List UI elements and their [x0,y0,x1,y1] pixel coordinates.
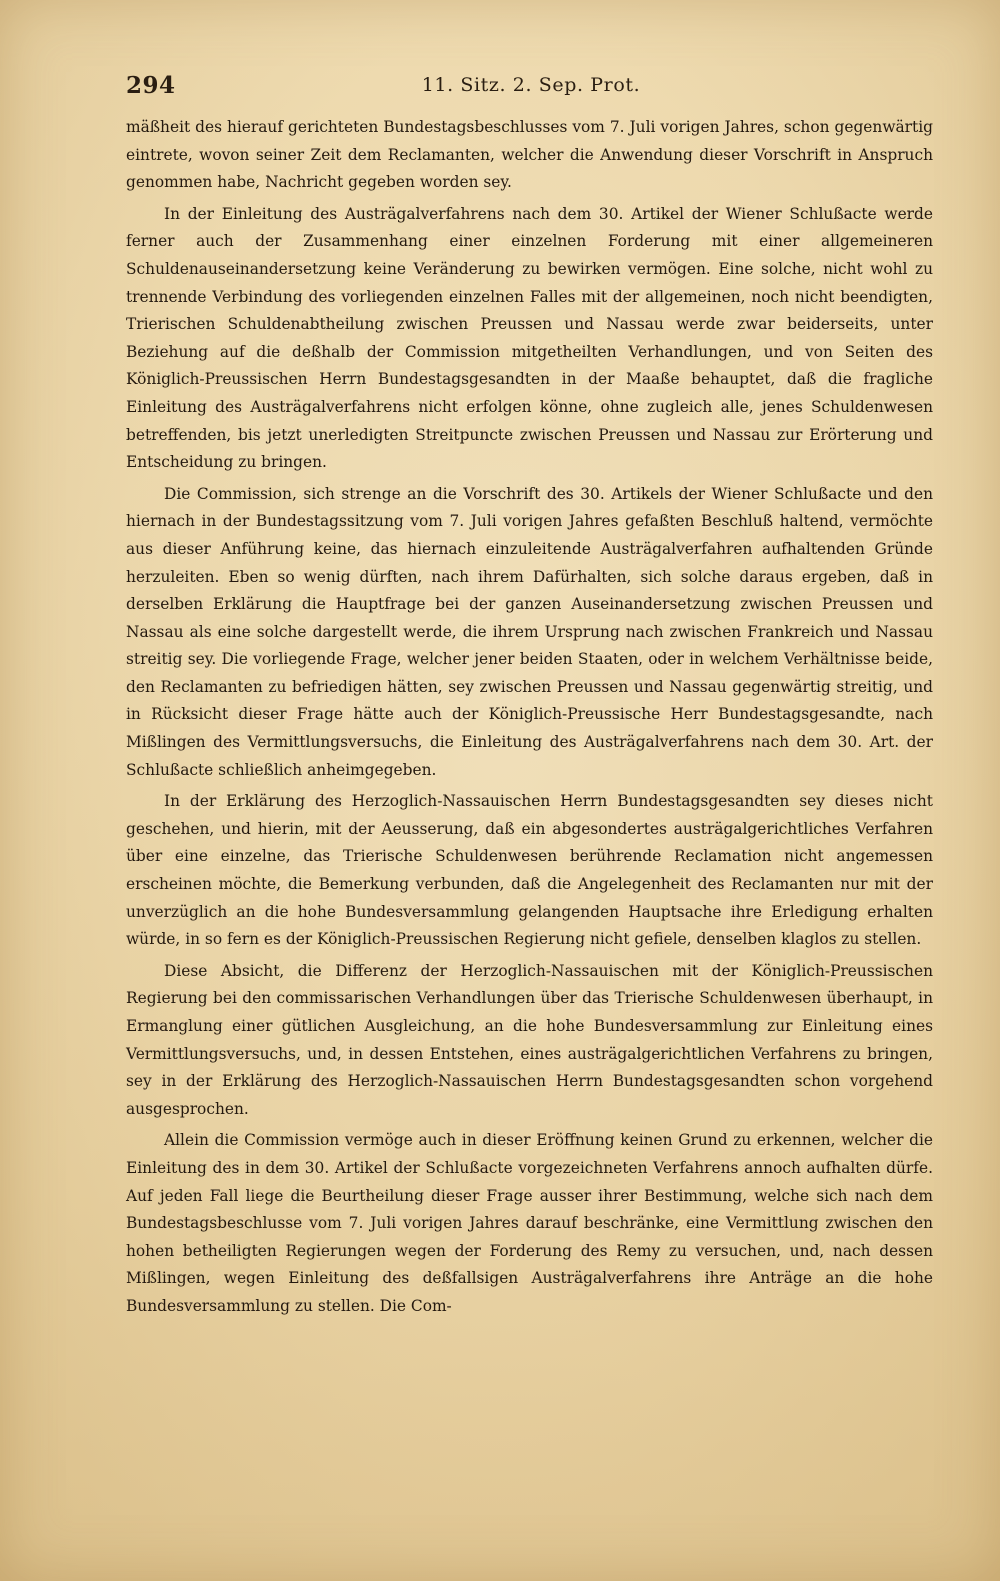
paragraph-3: Die Commission, sich strenge an die Vorschrift des 30. Artikels der Wiener Schlußacte und den hiernach in der Bundestagssitzung vom 7. Juli vorigen Jahres gefaßten Beschluß haltend, vermöchte aus dieser Anführung keine, das hiernach einzuleitende Austrägalverfahren aufhaltenden Gründe herzuleiten. Eben so wenig dürften, nach ihrem Dafürhalten, sich solche daraus ergeben, daß in derselben Erklärung die Hauptfrage bei der ganzen Auseinandersetzung zwischen Preussen und Nassau als eine solche dargestellt werde, die ihrem Ursprung nach zwischen Frankreich und Nassau streitig sey. Die vorliegende Frage, welcher jener beiden Staaten, oder in welchem Verhältnisse beide, den Reclamanten zu befriedigen hätten, sey zwischen Preussen und Nassau gegenwärtig streitig, und in Rücksicht dieser Frage hätte auch der Königlich-Preussische Herr Bundestagsgesandte, nach Mißlingen des Vermittlungsversuchs, die Einleitung des Austrägalverfahrens nach dem 30. Art. der Schlußacte schließlich anheimgegeben. [126,484,933,779]
paragraph-1: mäßheit des hierauf gerichteten Bundestagsbeschlusses vom 7. Juli vorigen Jahres, schon gegenwärtig eintrete, wovon seiner Zeit dem Reclamanten, welcher die Anwendung dieser Vorschrift in Anspruch genommen habe, Nachricht gegeben worden sey. [126,118,933,192]
body-text [126,114,933,1321]
page-header [126,72,936,104]
paragraph-5: Diese Absicht, die Differenz der Herzoglich-Nassauischen mit der Königlich-Preussischen Regierung bei den commissarischen Verhandlungen über das Trierische Schuldenwesen überhaupt, in Ermanglung einer gütlichen Ausgleichung, an die hohe Bundesversammlung zur Einleitung eines Vermittlungsversuchs, und, in dessen Entstehen, eines austrägalgerichtlichen Verfahrens zu bringen, sey in der Erklärung des Herzoglich-Nassauischen Herrn Bundestagsgesandten schon vorgehend ausgesprochen. [126,961,933,1118]
paragraph-4: In der Erklärung des Herzoglich-Nassauischen Herrn Bundestagsgesandten sey dieses nicht geschehen, und hierin, mit der Aeusserung, daß ein abgesondertes austrägalgerichtliches Verfahren über eine einzelne, das Trierische Schuldenwesen berührende Reclamation nicht angemessen erscheinen möchte, die Bemerkung verbunden, daß die Angelegenheit des Reclamanten nur mit der unverzüglich an die hohe Bundesversammlung gelangenden Hauptsache ihre Erledigung erhalten würde, in so fern es der Königlich-Preussischen Regierung nicht gefiele, denselben klaglos zu stellen. [126,792,933,949]
running-head: 11. Sitz. 2. Sep. Prot. [421,74,641,96]
page-number: 294 [126,72,176,99]
paragraph-6: Allein die Commission vermöge auch in dieser Eröffnung keinen Grund zu erkennen, welcher die Einleitung des in dem 30. Artikel der Schlußacte vorgezeichneten Verfahrens annoch aufhalten dürfe. Auf jeden Fall liege die Beurtheilung dieser Frage ausser ihrer Bestimmung, welche sich nach dem Bundestagsbeschlusse vom 7. Juli vorigen Jahres darauf beschränke, eine Vermittlung zwischen den hohen betheiligten Regierungen wegen der Forderung des Remy zu versuchen, und, nach dessen Mißlingen, wegen Einleitung des deßfallsigen Austrägalverfahrens ihre Anträge an die hohe Bundesversammlung zu stellen. Die Com- [126,1131,933,1315]
paragraph-2: In der Einleitung des Austrägalverfahrens nach dem 30. Artikel der Wiener Schlußacte werde ferner auch der Zusammenhang einer einzelnen Forderung mit einer allgemeineren Schuldenauseinandersetzung keine Veränderung zu bewirken vermögen. Eine solche, nicht wohl zu trennende Verbindung des vorliegenden einzelnen Falles mit der allgemeinen, noch nicht beendigten, Trierischen Schuldenabtheilung zwischen Preussen und Nassau werde zwar beiderseits, unter Beziehung auf die deßhalb der Commission mitgetheilten Verhandlungen, und von Seiten des Königlich-Preussischen Herrn Bundestagsgesandten in der Maaße behauptet, daß die fragliche Einleitung des Austrägalverfahrens nicht erfolgen könne, ohne zugleich alle, jenes Schuldenwesen betreffenden, bis jetzt unerledigten Streitpuncte zwischen Preussen und Nassau zur Erörterung und Entscheidung zu bringen. [126,204,933,472]
